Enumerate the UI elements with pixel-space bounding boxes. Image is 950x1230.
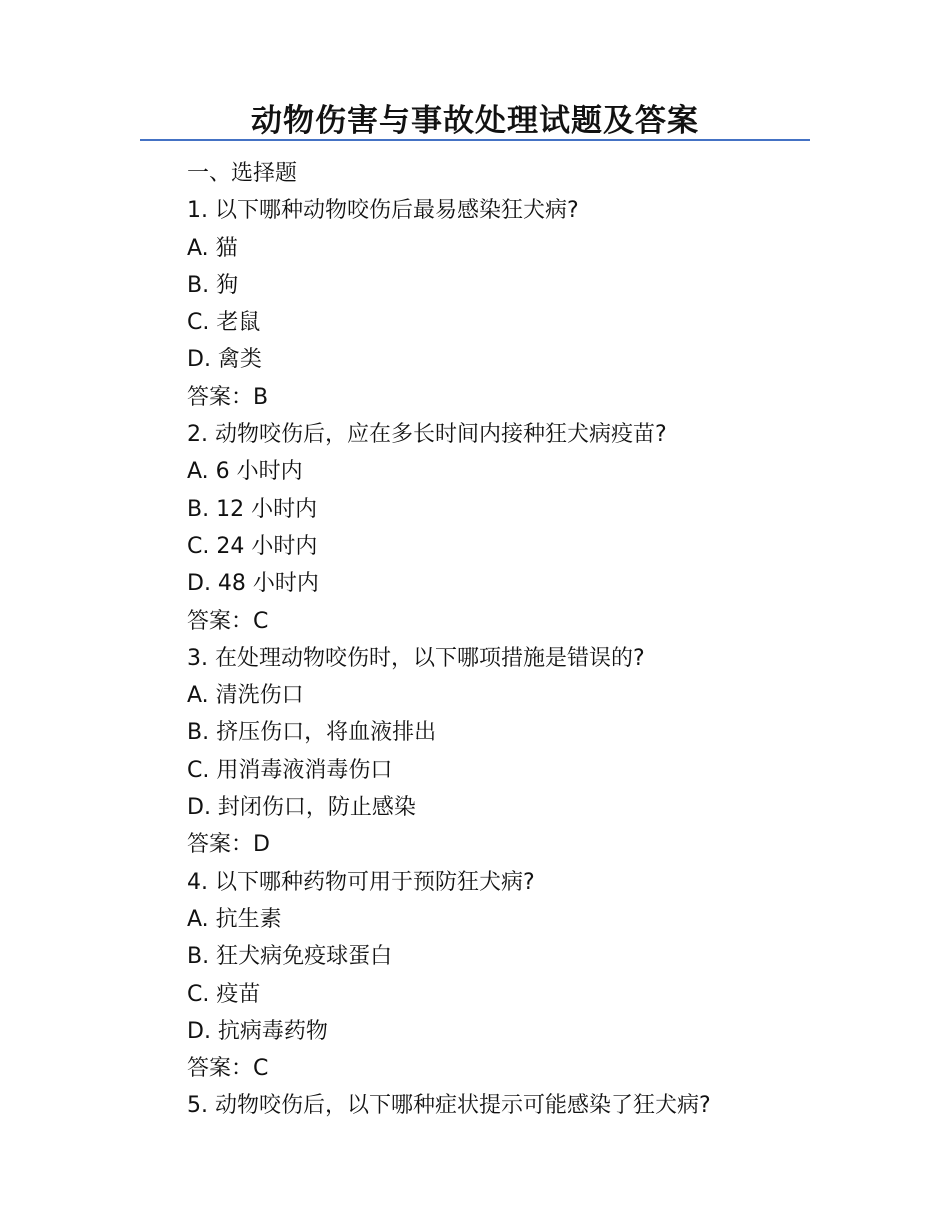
option-b: B. 狗 xyxy=(187,272,239,298)
option-c: C. 疫苗 xyxy=(187,981,261,1007)
option-d: D. 48 小时内 xyxy=(187,571,319,597)
question-text: 2. 动物咬伤后，应在多长时间内接种狂犬病疫苗? xyxy=(187,422,667,448)
question-text: 3. 在处理动物咬伤时，以下哪项措施是错误的? xyxy=(187,645,645,671)
option-a: A. 抗生素 xyxy=(187,906,282,932)
document-title: 动物伤害与事故处理试题及答案 xyxy=(251,103,699,139)
title-underline xyxy=(140,139,810,141)
option-a: A. 猫 xyxy=(187,235,238,261)
question-block-5 xyxy=(187,1087,827,1124)
section-heading: 一、选择题 xyxy=(187,161,298,186)
option-a: A. 6 小时内 xyxy=(187,459,303,485)
option-d: D. 封闭伤口，防止感染 xyxy=(187,795,416,821)
option-b: B. 12 小时内 xyxy=(187,496,318,522)
question-text: 1. 以下哪种动物咬伤后最易感染狂犬病? xyxy=(187,198,579,224)
question-block-1 xyxy=(187,192,827,416)
question-text: 4. 以下哪种药物可用于预防狂犬病? xyxy=(187,869,535,895)
answer-text: 答案：C xyxy=(187,608,269,634)
option-b: B. 狂犬病免疫球蛋白 xyxy=(187,944,393,970)
answer-text: 答案：C xyxy=(187,1056,269,1082)
answer-text: 答案：D xyxy=(187,832,270,858)
question-block-3 xyxy=(187,640,827,864)
option-b: B. 挤压伤口，将血液排出 xyxy=(187,720,437,746)
title-block xyxy=(140,100,810,142)
question-block-2 xyxy=(187,416,827,640)
option-a: A. 清洗伤口 xyxy=(187,683,304,709)
option-d: D. 禽类 xyxy=(187,347,262,373)
option-c: C. 24 小时内 xyxy=(187,533,318,559)
question-text: 5. 动物咬伤后，以下哪种症状提示可能感染了狂犬病? xyxy=(187,1093,711,1119)
option-c: C. 用消毒液消毒伤口 xyxy=(187,757,393,783)
question-block-4 xyxy=(187,864,827,1088)
option-d: D. 抗病毒药物 xyxy=(187,1018,328,1044)
document-body xyxy=(187,155,827,1125)
option-c: C. 老鼠 xyxy=(187,310,261,336)
answer-text: 答案：B xyxy=(187,384,269,410)
